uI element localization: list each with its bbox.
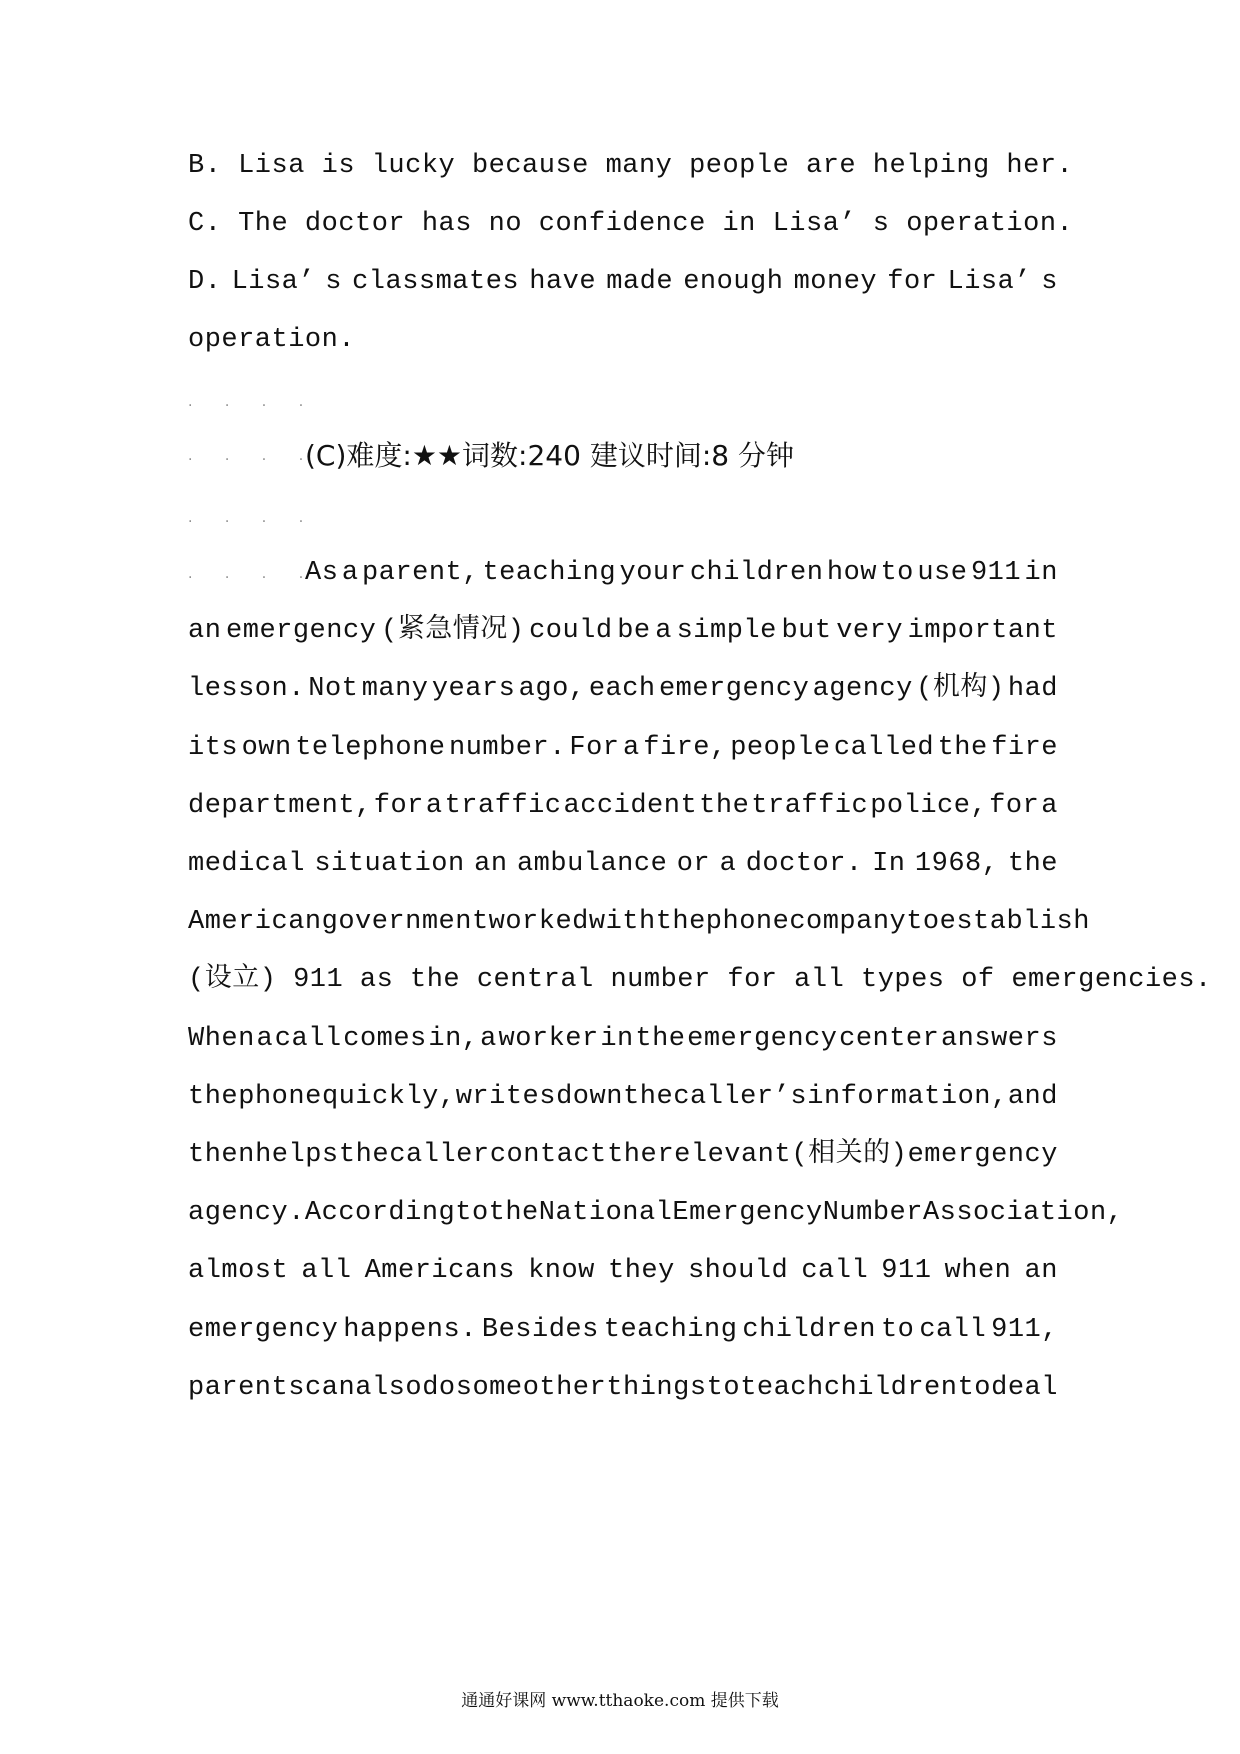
separator-dots: · · · · [188, 452, 318, 468]
passage-line: almost all Americans know they should call 911 when an [188, 1256, 1058, 1286]
passage-line: the phone quickly, writes down the caller’ s information, and [188, 1082, 1058, 1112]
passage-line: its own telephone number. For a fire, people called the fire [188, 733, 1058, 763]
passage-line: department, for a traffic accident the traffic police, for a [188, 791, 1058, 821]
passage-line: lesson. Not many years ago, each emergency agency (机构) had [188, 674, 1058, 704]
passage-line: agency. According to the National Emergency Number Association, [188, 1198, 1124, 1228]
passage-line: When a call comes in, a worker in the emergency center answers [188, 1024, 1058, 1054]
separator-dots: · · · · [188, 398, 318, 414]
option-d-word: money [793, 267, 878, 297]
separator-dots: · · · · [188, 514, 318, 530]
passage-line: As a parent, teaching your children how to use 911 in [305, 558, 1058, 588]
option-d-word: D. [188, 267, 222, 297]
passage-line: parents can also do some other things to teach children to deal [188, 1373, 1058, 1403]
passage-line: an emergency (紧急情况) could be a simple but very important [188, 616, 1058, 646]
option-d-word: have [529, 267, 597, 297]
option-d-word: classmates [352, 267, 520, 297]
option-d-word: s [325, 267, 342, 297]
option-d-word: for [887, 267, 938, 297]
option-d-word: s [1041, 267, 1058, 297]
option-d-word: enough [683, 267, 784, 297]
option-b: B. Lisa is lucky because many people are helping her. [188, 151, 1074, 181]
option-d-word: Lisa’ [231, 267, 316, 297]
passage-line: then helps the caller contact the relevant (相关的) emergency [188, 1140, 1058, 1170]
option-d-line-2: operation. [188, 325, 356, 355]
passage-line: medical situation an ambulance or a doctor. In 1968, the [188, 849, 1058, 879]
separator-dots: · · · · [188, 570, 318, 586]
option-d-word: made [606, 267, 674, 297]
passage-line: American government worked with the phone company to establish [188, 907, 1090, 937]
option-d-line-1 [188, 264, 1058, 300]
passage-line: emergency happens. Besides teaching children to call 911, [188, 1315, 1058, 1345]
section-heading: (C)难度:★★词数:240 建议时间:8 分钟 [305, 439, 794, 472]
passage-line: (设立) 911 as the central number for all types of emergencies. [188, 965, 1212, 995]
option-d-word: Lisa’ [947, 267, 1032, 297]
option-c: C. The doctor has no confidence in Lisa’ s operation. [188, 209, 1074, 239]
page-footer: 通通好课网 www.tthaoke.com 提供下载 [461, 1691, 779, 1711]
